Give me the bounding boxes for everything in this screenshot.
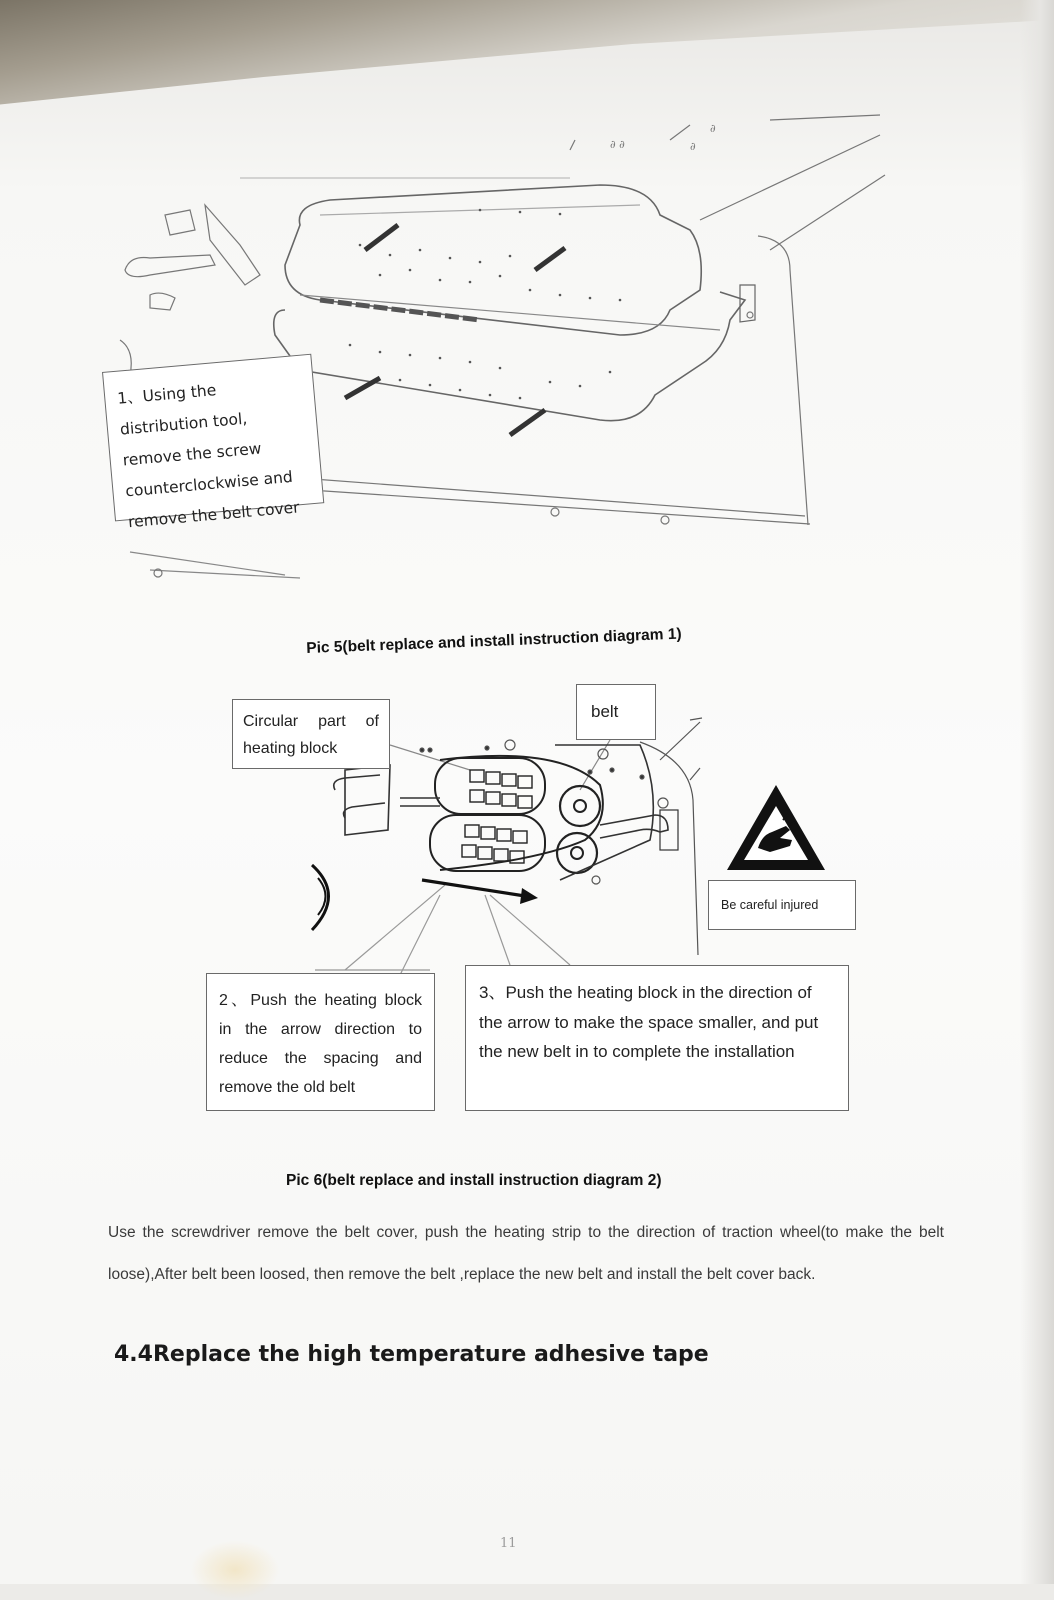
heating-label-line1: Circular part of (243, 713, 379, 730)
section-heading: 4.4Replace the high temperature adhesive tape (114, 1342, 709, 1367)
belt-label (576, 684, 656, 740)
warning-label (708, 880, 856, 930)
heating-block-label (232, 699, 390, 769)
heating-label-line2: heating block (243, 740, 338, 757)
instructions-paragraph: Use the screwdriver remove the belt cover, push the heating strip to the direction of traction wheel(to make the belt loose),After belt been loosed, then remove the belt ,replace the new belt and install the belt cover back. (108, 1224, 944, 1283)
pic6-caption: Pic 6(belt replace and install instruction diagram 2) (286, 1172, 662, 1189)
svg-text:∂: ∂ (710, 122, 716, 135)
step3-text: 3、Push the heating block in the direction of the arrow to make the space smaller, and put the new belt in to complete the installation (479, 983, 819, 1061)
step1-callout (102, 354, 324, 532)
svg-text:∂ ∂: ∂ ∂ (610, 138, 625, 151)
step3-callout (465, 965, 849, 1111)
hand-injury-warning-icon (727, 785, 825, 870)
step2-callout (206, 973, 435, 1111)
pic5-caption: Pic 5(belt replace and install instruction diagram 1) (306, 625, 682, 657)
belt-label-text: belt (591, 702, 619, 721)
direction-arrow (422, 880, 538, 904)
step1-text: 1、Using the distribution tool, remove the screw counterclockwise and remove the belt cover (116, 381, 301, 532)
scan-glare (190, 1540, 280, 1600)
page-number: 11 (500, 1536, 517, 1551)
warning-label-text: Be careful injured (721, 898, 819, 912)
svg-text:∂: ∂ (690, 140, 696, 153)
step2-text: 2、Push the heating block in the arrow direction to reduce the spacing and remove the old belt (219, 992, 422, 1096)
